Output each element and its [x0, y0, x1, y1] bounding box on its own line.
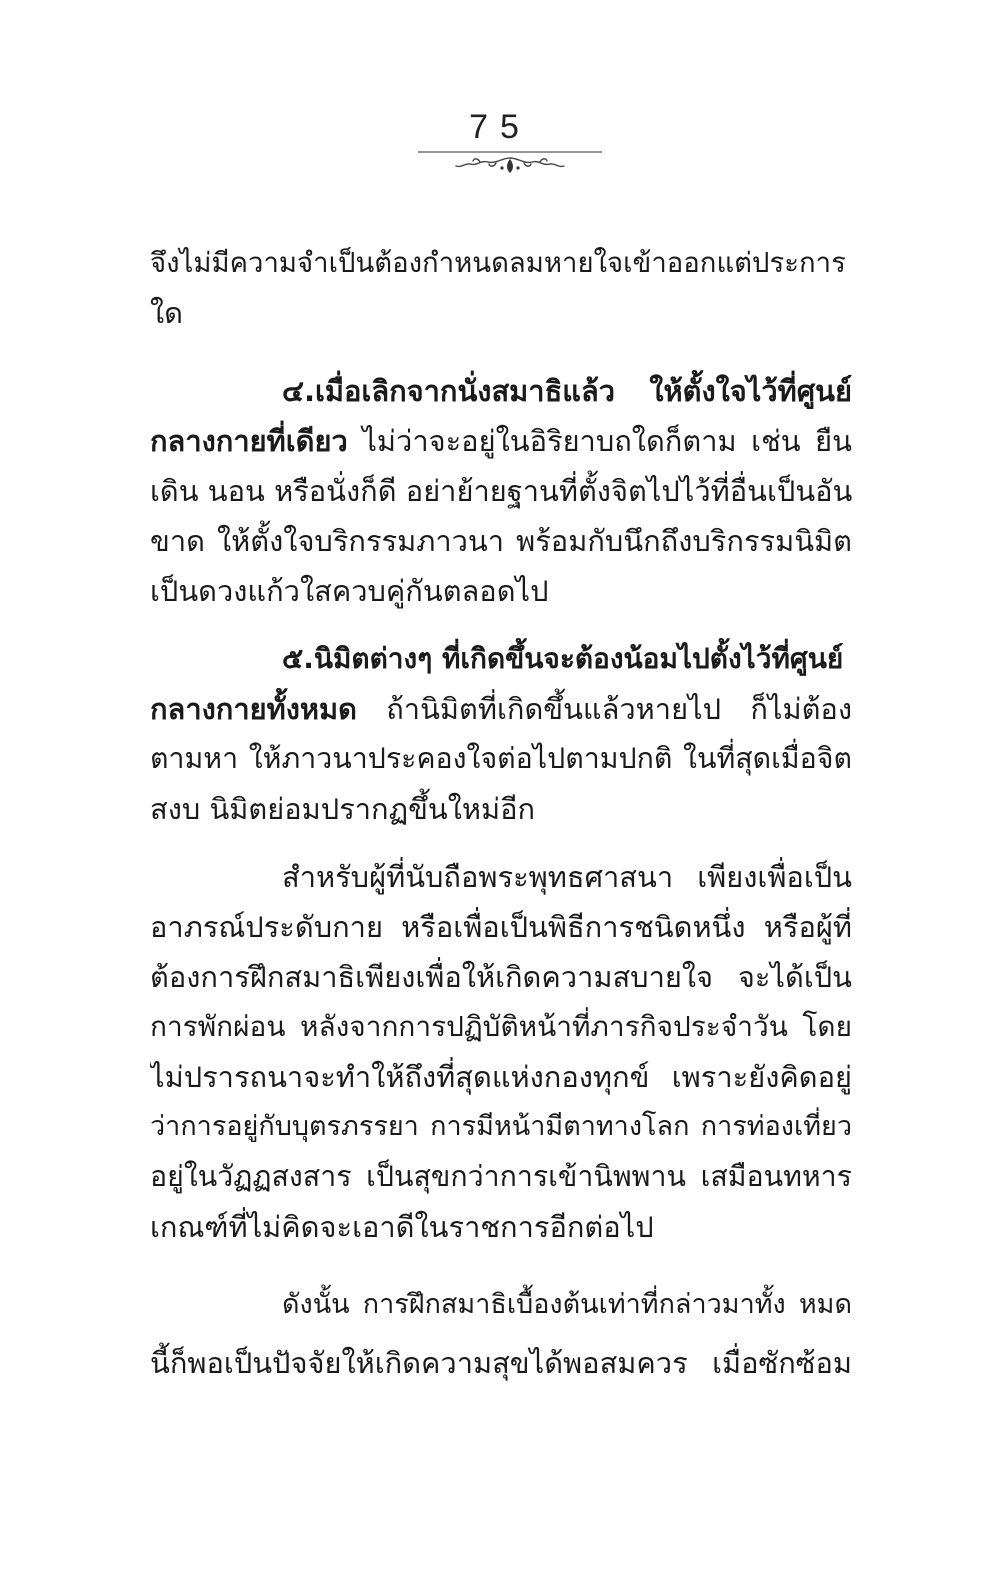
text-line: การพักผ่อน หลังจากการปฏิบัติหน้าที่ภารกิจประจำวัน โดย — [150, 1010, 852, 1043]
text-line: เดิน นอน หรือนั่งก็ดี อย่าย้ายฐานที่ตั้งจิตไปไว้ที่อื่นเป็นอัน — [150, 474, 852, 508]
paragraph-item-5 — [150, 634, 852, 834]
bold-lead-text: กลางกายที่เดียว — [150, 424, 348, 458]
text-line — [150, 684, 852, 734]
decorative-divider-icon — [418, 148, 602, 176]
text-line: จึงไม่มีความจำเป็นต้องกำหนดลมหายใจเข้าออกแต่ประการ — [150, 247, 846, 279]
text-line: เป็นดวงแก้วใสควบคู่กันตลอดไป — [150, 574, 549, 608]
text-line: ว่าการอยู่กับบุตรภรรยา การมีหน้ามีตาทางโลก การท่องเที่ยว — [150, 1111, 852, 1142]
text-line: เกณฑ์ที่ไม่คิดจะเอาดีในราชการอีกต่อไป — [150, 1210, 654, 1244]
paragraph-1 — [150, 238, 852, 338]
text-line: ตามหา ให้ภาวนาประคองใจต่อไปตามปกติ ในที่สุดเมื่อจิต — [150, 742, 852, 775]
text-line: นี้ก็พอเป็นปัจจัยให้เกิดความสุขได้พอสมควร เมื่อซักซ้อม — [150, 1346, 852, 1380]
item-heading: ๔.เมื่อเลิกจากนั่งสมาธิแล้ว ให้ตั้งใจไว้ที่ศูนย์ — [282, 374, 852, 408]
text-continuation: ไม่ว่าจะอยู่ในอิริยาบถใดก็ตาม เช่น ยืน — [362, 424, 852, 458]
text-line: อาภรณ์ประดับกาย หรือเพื่อเป็นพิธีการชนิดหนึ่ง หรือผู้ที่ — [150, 910, 852, 944]
text-line: อยู่ในวัฏฏสงสาร เป็นสุขกว่าการเข้านิพพาน เสมือนทหาร — [150, 1160, 852, 1193]
page-body — [150, 238, 852, 1388]
page-number: 75 — [469, 108, 531, 146]
paragraph-buddhism — [150, 852, 852, 1252]
text-line: ไม่ปรารถนาจะทำให้ถึงที่สุดแห่งกองทุกข์ เพราะยังคิดอยู่ — [150, 1060, 852, 1094]
text-line: ต้องการฝึกสมาธิเพียงเพื่อให้เกิดความสบายใจ จะได้เป็น — [150, 960, 852, 994]
paragraph-item-4 — [150, 366, 852, 616]
text-line: สงบ นิมิตย่อมปรากฏขึ้นใหม่อีก — [150, 792, 536, 826]
text-continuation: ถ้านิมิตที่เกิดขึ้นแล้วหายไป ก็ไม่ต้อง — [386, 692, 852, 726]
text-line: ขาด ให้ตั้งใจบริกรรมภาวนา พร้อมกับนึกถึงบริกรรมนิมิต — [150, 524, 852, 558]
item-heading: ๕.นิมิตต่างๆ ที่เกิดขึ้นจะต้องน้อมไปตั้งไว้ที่ศูนย์ — [282, 642, 844, 675]
text-line: สำหรับผู้ที่นับถือพระพุทธศาสนา เพียงเพื่อเป็น — [282, 860, 852, 894]
paragraph-conclusion — [150, 1280, 852, 1388]
text-line: ดังนั้น การฝึกสมาธิเบื้องต้นเท่าที่กล่าวมาทั้ง หมด — [282, 1289, 852, 1320]
text-line — [150, 416, 852, 466]
bold-lead-text: กลางกายทั้งหมด — [150, 692, 357, 726]
text-line: ใด — [150, 296, 183, 330]
